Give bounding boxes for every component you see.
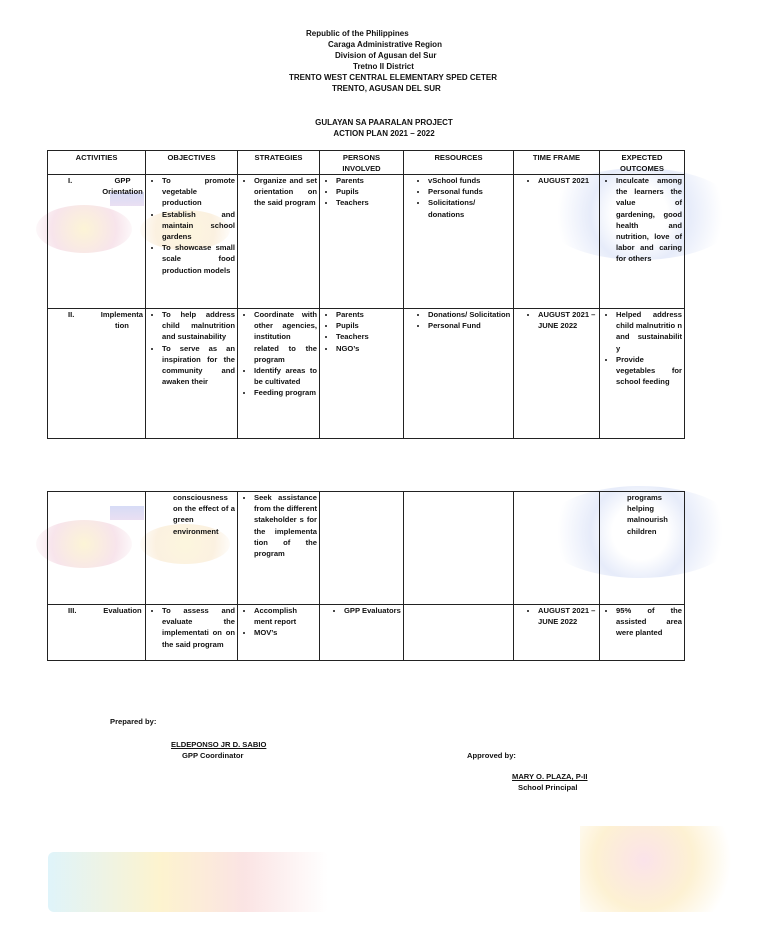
action-plan-table-continued <box>47 491 685 661</box>
resource-item: • Personal Fund <box>428 320 511 331</box>
person-item: • Pupils <box>336 320 401 331</box>
activity-name: Implementa tion <box>100 310 143 331</box>
activity-number: II. <box>68 310 75 319</box>
resources-cell <box>404 309 514 439</box>
header-time-frame: TIME FRAME <box>514 151 600 175</box>
persons-cell <box>320 492 404 605</box>
table-row <box>48 605 685 661</box>
letterhead-line-1: Republic of the Philippines <box>306 29 409 38</box>
strategy-item: • Organize and set orientation on the said program <box>254 175 317 209</box>
time-frame-cell <box>514 309 600 439</box>
prepared-by-label: Prepared by: <box>110 717 157 726</box>
strategies-cell <box>238 492 320 605</box>
strategies-cell <box>238 175 320 309</box>
time-frame-item: • AUGUST 2021 – JUNE 2022 <box>538 605 597 627</box>
project-title: GULAYAN SA PAARALAN PROJECT <box>315 118 453 127</box>
objective-item: • To help address child malnutrition and sustainability <box>162 309 235 343</box>
objective-item: • To assess and evaluate the implementati on on the said program <box>162 605 235 650</box>
approved-by-title: School Principal <box>518 783 578 792</box>
person-item: • Parents <box>336 309 401 320</box>
outcome-item: • Inculcate among the learners the value of gardening, good health and nutrition, love of labor and caring for others <box>616 175 682 265</box>
header-resources: RESOURCES <box>404 151 514 175</box>
time-frame-item: • AUGUST 2021 <box>538 175 597 186</box>
strategies-cell <box>238 309 320 439</box>
activity-number: I. <box>68 176 73 185</box>
resource-item: • Solicitations/ donations <box>428 197 511 219</box>
header-strategies: STRATEGIES <box>238 151 320 175</box>
resources-cell <box>404 492 514 605</box>
strategies-cell <box>238 605 320 661</box>
outcome-continued: programs helping malnourish children <box>627 493 668 536</box>
letterhead-line-6: TRENTO, AGUSAN DEL SUR <box>332 84 441 93</box>
strategy-item: • Identify areas to be cultivated <box>254 365 317 387</box>
time-frame-item: • AUGUST 2021 – JUNE 2022 <box>538 309 597 331</box>
outcomes-cell <box>600 175 685 309</box>
outcome-item: • 95% of the assisted area were planted <box>616 605 682 639</box>
activity-name: Evaluation <box>103 606 142 615</box>
person-item: • NGO’s <box>336 343 401 354</box>
table-header-row <box>48 151 685 175</box>
activity-name: GPP Orientation <box>102 176 143 197</box>
outcome-item: • Provide vegetables for school feeding <box>616 354 682 388</box>
activity-cell <box>48 605 146 661</box>
time-frame-cell <box>514 492 600 605</box>
strategy-item: • Coordinate with other agencies, institution related to the program <box>254 309 317 365</box>
header-objectives: OBJECTIVES <box>146 151 238 175</box>
person-item: • Teachers <box>336 331 401 342</box>
letterhead-line-5: TRENTO WEST CENTRAL ELEMENTARY SPED CETER <box>289 73 498 82</box>
person-item: • Teachers <box>336 197 401 208</box>
strategy-item: • Feeding program <box>254 387 317 398</box>
strategy-item: • MOV’s <box>254 627 317 638</box>
persons-cell <box>320 605 404 661</box>
time-frame-cell <box>514 605 600 661</box>
header-outcomes: EXPECTED OUTCOMES <box>600 151 685 175</box>
activity-cell <box>48 175 146 309</box>
resources-cell <box>404 605 514 661</box>
letterhead-line-3: Division of Agusan del Sur <box>335 51 437 60</box>
activity-cell <box>48 492 146 605</box>
action-plan-table <box>47 150 685 439</box>
outcomes-cell <box>600 605 685 661</box>
objectives-cell <box>146 492 238 605</box>
table-row <box>48 309 685 439</box>
outcomes-cell <box>600 492 685 605</box>
table-row <box>48 175 685 309</box>
person-item: • Parents <box>336 175 401 186</box>
children-illustration <box>580 826 740 912</box>
resource-item: • Personal funds <box>428 186 511 197</box>
person-item: • Pupils <box>336 186 401 197</box>
prepared-by-name: ELDEPONSO JR D. SABIO <box>171 740 267 749</box>
objective-item: • To showcase small scale food production models <box>162 242 235 276</box>
objectives-cell <box>146 175 238 309</box>
strategy-item: • Seek assistance from the different stakeholder s for the implementa tion of the program <box>254 492 317 559</box>
activity-cell <box>48 309 146 439</box>
approved-by-name: MARY O. PLAZA, P-II <box>512 772 588 781</box>
school-building-illustration <box>48 852 328 912</box>
prepared-by-title: GPP Coordinator <box>182 751 244 760</box>
resource-item: • Donations/ Solicitation <box>428 309 511 320</box>
objective-item: • Establish and maintain school gardens <box>162 209 235 243</box>
objective-continued: consciousness on the effect of a green environment <box>173 493 235 536</box>
activity-number: III. <box>68 606 77 615</box>
outcomes-cell <box>600 309 685 439</box>
header-activities: ACTIVITIES <box>48 151 146 175</box>
persons-cell <box>320 309 404 439</box>
persons-cell <box>320 175 404 309</box>
strategy-item: • Accomplish ment report <box>254 605 317 627</box>
header-persons: PERSONS INVOLVED <box>320 151 404 175</box>
project-subtitle: ACTION PLAN 2021 – 2022 <box>333 129 435 138</box>
letterhead-line-4: Tretno II District <box>353 62 414 71</box>
time-frame-cell <box>514 175 600 309</box>
approved-by-label: Approved by: <box>467 751 516 760</box>
objectives-cell <box>146 605 238 661</box>
table-row <box>48 492 685 605</box>
objective-item: • To promote vegetable production <box>162 175 235 209</box>
resources-cell <box>404 175 514 309</box>
letterhead-line-2: Caraga Administrative Region <box>328 40 442 49</box>
objective-item: • To serve as an inspiration for the community and awaken their <box>162 343 235 388</box>
outcome-item: • Helped address child malnutritio n and sustainabilit y <box>616 309 682 354</box>
person-item: • GPP Evaluators <box>344 605 401 616</box>
resource-item: • vSchool funds <box>428 175 511 186</box>
objectives-cell <box>146 309 238 439</box>
